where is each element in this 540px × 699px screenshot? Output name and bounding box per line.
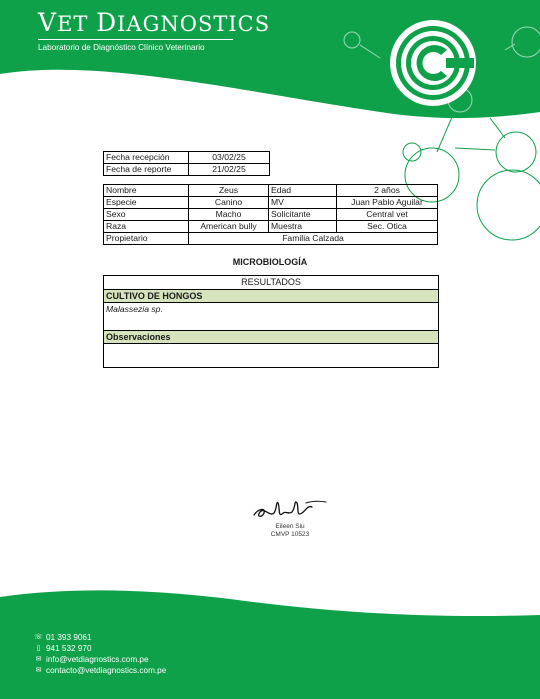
contact-list: [34, 632, 166, 676]
field-label: Nombre: [104, 185, 189, 197]
date-value: 03/02/25: [189, 152, 270, 164]
table-row: [104, 164, 270, 176]
table-row: [104, 233, 438, 245]
owner-label: Propietario: [104, 233, 189, 245]
contact-mobile: [34, 643, 166, 654]
phone-icon: ☏: [34, 634, 43, 641]
patient-table: [103, 184, 438, 245]
signer-license: CMVP 10523: [270, 531, 310, 538]
field-label: Sexo: [104, 209, 189, 221]
mobile-icon: ▯: [36, 645, 41, 652]
contact-text: 941 532 970: [46, 644, 92, 653]
field-value: American bully: [189, 221, 269, 233]
contact-text: info@vetdiagnostics.com.pe: [46, 655, 149, 664]
field-label: MV: [269, 197, 337, 209]
contact-email-info[interactable]: [34, 654, 166, 665]
table-row: [104, 197, 438, 209]
field-label: Especie: [104, 197, 189, 209]
mail-icon: ✉: [35, 667, 42, 674]
brand-block: [38, 10, 270, 52]
culture-value: Malassezia sp.: [104, 303, 438, 331]
contact-email-contacto[interactable]: [34, 665, 166, 676]
handwritten-signature: [250, 495, 330, 523]
owner-value: Familia Calzada: [189, 233, 438, 245]
contact-text: contacto@vetdiagnostics.com.pe: [46, 666, 167, 675]
field-value: 2 años: [337, 185, 438, 197]
mail-icon: ✉: [35, 656, 42, 663]
contact-phone: [34, 632, 166, 643]
results-table: [103, 275, 439, 368]
field-value: Central vet: [337, 209, 438, 221]
table-row: [104, 209, 438, 221]
field-label: Edad: [269, 185, 337, 197]
field-value: Sec. Otica: [337, 221, 438, 233]
brand-title-part: ET: [57, 12, 97, 36]
date-value: 21/02/25: [189, 164, 270, 176]
brand-logo-mark: [390, 20, 476, 106]
brand-title-part: IAGNOSTICS: [117, 12, 271, 36]
date-label: Fecha de reporte: [104, 164, 189, 176]
table-row: [104, 152, 270, 164]
field-value: Juan Pablo Aguilar: [337, 197, 438, 209]
section-title: MICROBIOLOGÍA: [232, 257, 308, 267]
brand-title: [38, 10, 270, 37]
field-label: Solicitante: [269, 209, 337, 221]
signature-block: [245, 495, 335, 539]
culture-label: CULTIVO DE HONGOS: [104, 290, 438, 303]
field-value: Macho: [189, 209, 269, 221]
field-label: Raza: [104, 221, 189, 233]
field-value: Canino: [189, 197, 269, 209]
table-row: [104, 185, 438, 197]
contact-text: 01 393 9061: [46, 633, 92, 642]
observations-label: Observaciones: [104, 331, 438, 344]
brand-divider: [38, 39, 233, 40]
signer-name: Eileen Siu: [275, 523, 305, 530]
date-label: Fecha recepción: [104, 152, 189, 164]
brand-subtitle: Laboratorio de Diagnóstico Clínico Veterinario: [38, 43, 205, 52]
field-value: Zeus: [189, 185, 269, 197]
dates-table: [103, 151, 270, 176]
observations-value: [104, 344, 438, 367]
brand-title-initial: V: [38, 8, 58, 37]
results-header: RESULTADOS: [104, 276, 438, 290]
brand-title-initial: D: [96, 8, 118, 37]
table-row: [104, 221, 438, 233]
field-label: Muestra: [269, 221, 337, 233]
